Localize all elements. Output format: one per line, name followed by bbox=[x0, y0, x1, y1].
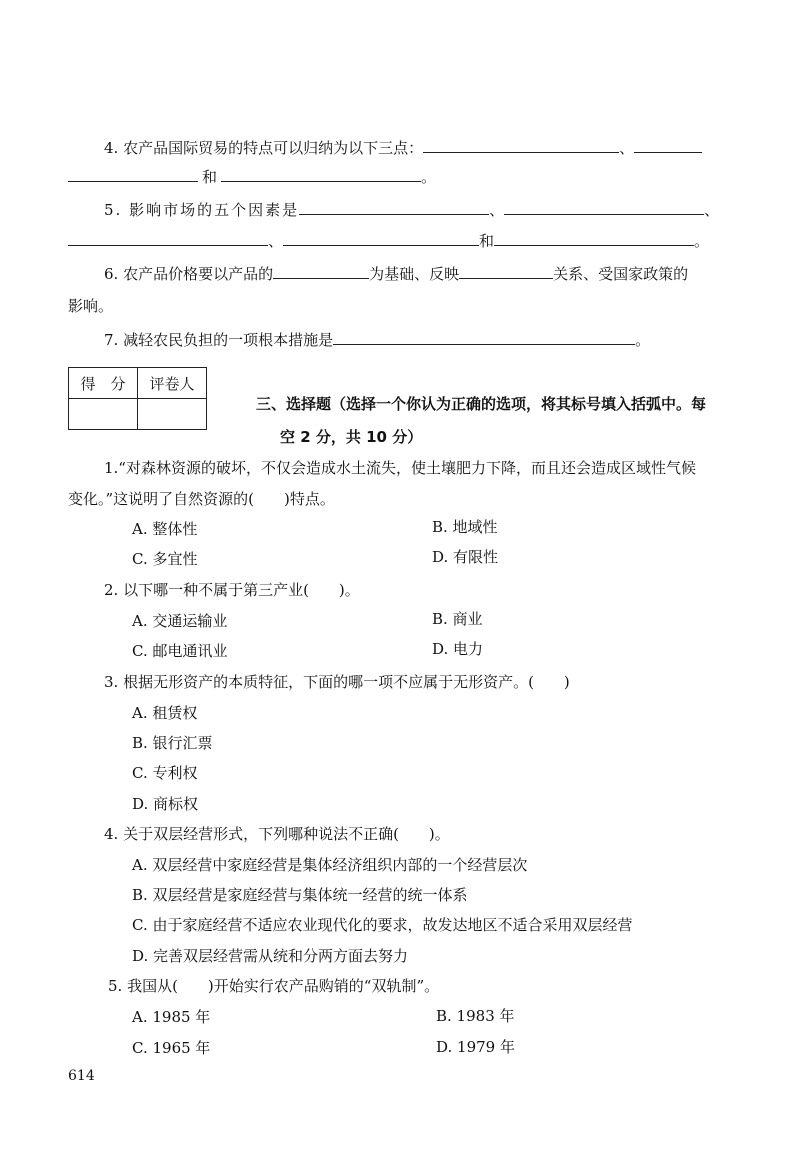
q1-option-c[interactable]: C. 多宜性 bbox=[132, 550, 198, 568]
grader-cell[interactable] bbox=[138, 399, 207, 430]
and-word: 和 bbox=[202, 168, 218, 186]
fill-q7-text: 7. 减轻农民负担的一项根本措施是 bbox=[104, 331, 334, 349]
period: 。 bbox=[421, 168, 437, 186]
score-box bbox=[68, 367, 207, 430]
separator: 、 bbox=[704, 201, 720, 219]
q3-option-b[interactable]: B. 银行汇票 bbox=[132, 734, 213, 752]
page-number: 614 bbox=[68, 1068, 95, 1084]
q5-option-a[interactable]: A. 1985 年 bbox=[132, 1008, 211, 1026]
question-5-line1: 5. 我国从( )开始实行农产品购销的“双轨制”。 bbox=[108, 977, 440, 995]
q4-option-b[interactable]: B. 双层经营是家庭经营与集体统一经营的统一体系 bbox=[132, 886, 468, 904]
answer-blank[interactable] bbox=[423, 136, 619, 153]
period: 。 bbox=[635, 331, 651, 349]
fill-q4-line2 bbox=[68, 165, 436, 187]
score-cell[interactable] bbox=[69, 399, 138, 430]
fill-q6-line2: 影响。 bbox=[68, 297, 114, 315]
fill-q6-part1: 6. 农产品价格要以产品的 bbox=[104, 265, 274, 283]
q4-option-a[interactable]: A. 双层经营中家庭经营是集体经济组织内部的一个经营层次 bbox=[132, 856, 528, 874]
q2-option-d[interactable]: D. 电力 bbox=[432, 640, 484, 658]
question-1-line2: 变化。”这说明了自然资源的( )特点。 bbox=[68, 490, 335, 508]
fill-q5-line2 bbox=[68, 229, 709, 251]
q3-option-a[interactable]: A. 租赁权 bbox=[132, 704, 198, 722]
fill-q5-line1 bbox=[104, 198, 719, 220]
q4-option-d[interactable]: D. 完善双层经营需从统和分两方面去努力 bbox=[132, 947, 409, 965]
answer-blank[interactable] bbox=[283, 229, 479, 246]
answer-blank[interactable] bbox=[273, 262, 369, 279]
q1-option-b[interactable]: B. 地域性 bbox=[432, 518, 498, 536]
q2-option-a[interactable]: A. 交通运输业 bbox=[132, 612, 228, 630]
fill-q5-text: 5. 影响市场的五个因素是 bbox=[104, 201, 300, 219]
and-word: 和 bbox=[479, 232, 495, 250]
separator: 、 bbox=[268, 232, 284, 250]
period: 。 bbox=[694, 232, 710, 250]
fill-q7-line bbox=[104, 328, 650, 350]
section-title-line2: 空 2 分，共 10 分） bbox=[280, 428, 423, 446]
fill-q6-part2: 为基础、反映 bbox=[369, 265, 460, 283]
fill-q4-text: 4. 农产品国际贸易的特点可以归纳为以下三点： bbox=[104, 139, 424, 157]
score-header: 得 分 bbox=[69, 368, 138, 399]
q5-option-b[interactable]: B. 1983 年 bbox=[436, 1007, 515, 1025]
section-title-line1: 三、选择题（选择一个你认为正确的选项，将其标号填入括弧中。每 bbox=[256, 395, 707, 413]
answer-blank[interactable] bbox=[68, 165, 198, 182]
question-1-line1: 1.“对森林资源的破坏，不仅会造成水土流失，使土壤肥力下降，而且还会造成区域性气候 bbox=[104, 459, 696, 477]
answer-blank[interactable] bbox=[221, 165, 421, 182]
answer-blank[interactable] bbox=[634, 136, 702, 153]
fill-q4-line1 bbox=[104, 136, 702, 158]
q1-option-a[interactable]: A. 整体性 bbox=[132, 520, 198, 538]
answer-blank[interactable] bbox=[68, 229, 268, 246]
q3-option-d[interactable]: D. 商标权 bbox=[132, 795, 199, 813]
q3-option-c[interactable]: C. 专利权 bbox=[132, 764, 198, 782]
q5-option-c[interactable]: C. 1965 年 bbox=[132, 1039, 211, 1057]
grader-header: 评卷人 bbox=[138, 368, 207, 399]
fill-q6-line1 bbox=[104, 262, 688, 284]
q2-option-b[interactable]: B. 商业 bbox=[432, 610, 483, 628]
q2-option-c[interactable]: C. 邮电通讯业 bbox=[132, 642, 228, 660]
question-3-line1: 3. 根据无形资产的本质特征，下面的哪一项不应属于无形资产。( ) bbox=[104, 673, 570, 691]
separator: 、 bbox=[489, 201, 505, 219]
q5-option-d[interactable]: D. 1979 年 bbox=[436, 1038, 515, 1056]
separator: 、 bbox=[619, 139, 635, 157]
answer-blank[interactable] bbox=[333, 328, 635, 345]
fill-q6-part3: 关系、受国家政策的 bbox=[553, 265, 689, 283]
answer-blank[interactable] bbox=[494, 229, 694, 246]
question-2-line1: 2. 以下哪一种不属于第三产业( )。 bbox=[104, 581, 360, 599]
question-4-line1: 4. 关于双层经营形式，下列哪种说法不正确( )。 bbox=[104, 825, 450, 843]
answer-blank[interactable] bbox=[459, 262, 553, 279]
answer-blank[interactable] bbox=[504, 198, 704, 215]
q1-option-d[interactable]: D. 有限性 bbox=[432, 548, 499, 566]
q4-option-c[interactable]: C. 由于家庭经营不适应农业现代化的要求，故发达地区不适合采用双层经营 bbox=[132, 916, 633, 934]
answer-blank[interactable] bbox=[299, 198, 489, 215]
